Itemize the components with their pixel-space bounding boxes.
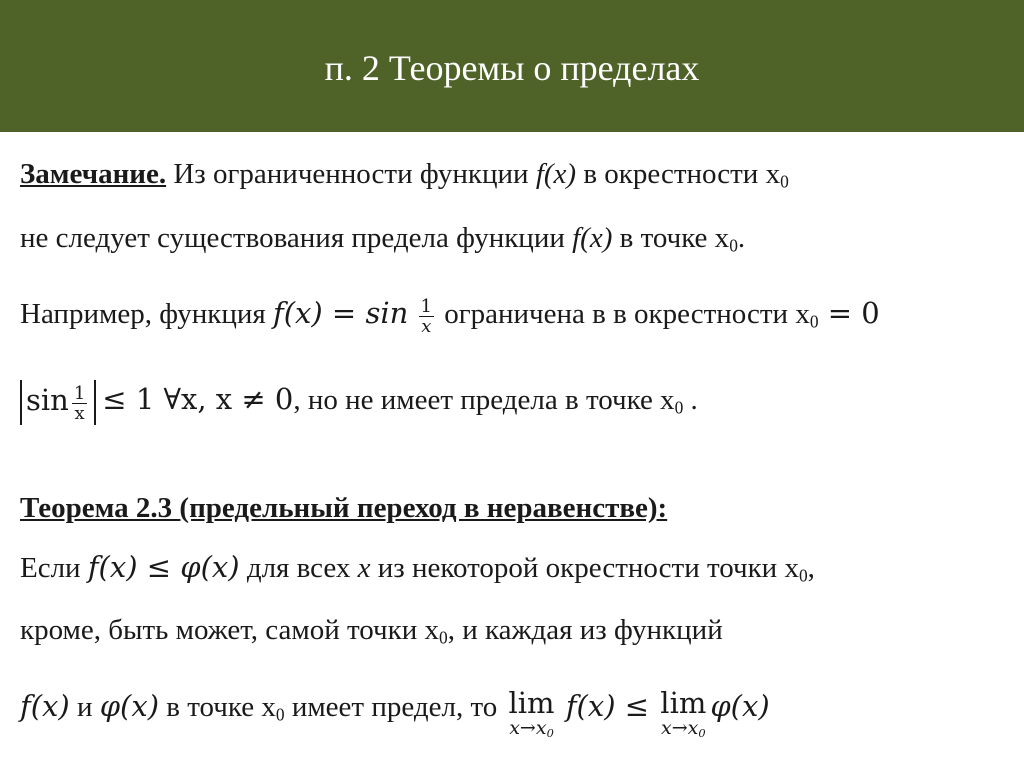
limit-left-sub0: 0 [546,725,554,740]
limit-right-sub0: 0 [698,725,706,740]
remark-sub-1: 0 [780,171,789,192]
example-formula-lhs: f(x) = sin [273,296,409,330]
theorem-heading: Теорема 2.3 (предельный переход в неравенстве): [20,492,668,524]
example-frac-num: 1 [420,295,432,317]
remark-heading: Замечание. [20,158,167,190]
bound-tail: , но не имеет предела в точке x [293,384,675,417]
remark-line-2 [20,220,745,256]
remark-text-2: не следует существования предела функции [20,222,565,254]
remark-period-2: . [737,222,746,254]
limit-right-sub-text: x→x [661,717,699,739]
theorem-for-all: для всех [246,552,351,584]
theorem-line-1 [20,549,815,586]
theorem-sub-2: 0 [439,627,448,648]
remark-sub-2: 0 [729,235,738,256]
example-text: Например, функция [20,298,266,330]
abs-frac-num: 1 [73,382,86,404]
remark-tail-1: в окрестности x [583,158,781,190]
limit-right-word: lim [660,686,707,720]
remark-fx-1: f(x) [535,158,577,190]
theorem-heading-line [20,490,667,526]
remark-text-1: Из ограниченности функции [173,158,529,190]
example-eq-zero: = 0 [818,296,880,330]
limit-left [509,688,555,738]
theorem-phi-end: φ(x) [710,689,770,723]
theorem-each: , и каждая из функций [447,614,723,646]
limit-left-word: lim [508,686,555,720]
theorem-at-point: в точке x [166,691,276,723]
remark-line-1 [20,156,789,192]
limit-left-sub-text: x→x [509,717,547,739]
theorem-and: и [76,691,93,723]
abs-sin: sin [26,383,69,417]
abs-frac-den: x [74,402,85,424]
limit-right-sub [660,718,706,738]
theorem-x: x [357,552,371,584]
remark-example-line [20,295,880,336]
example-tail: ограничена в в окрестности x [444,298,810,330]
title-bar [0,0,1024,132]
theorem-f: f(x) [20,689,70,723]
remark-bound-line [20,380,698,425]
theorem-inequality: f(x) ≤ φ(x) [87,550,240,584]
theorem-has-limit: имеет предел, то [291,691,498,723]
theorem-comma: , [807,552,815,584]
slide-title: п. 2 Теоремы о пределах [324,48,700,88]
theorem-line-2 [20,612,723,648]
theorem-if: Если [20,552,81,584]
theorem-sub-1: 0 [798,565,808,586]
bound-expression: ≤ 1 ∀x, x ≠ 0 [102,382,294,417]
theorem-f-ineq: f(x) ≤ [565,689,650,723]
theorem-sub-3: 0 [275,704,285,725]
theorem-neighborhood: из некоторой окрестности точки x [377,552,799,584]
theorem-line-3 [20,688,770,738]
abs-sin-expression [20,380,96,425]
example-frac-den: x [421,315,432,337]
remark-fx-2: f(x) [572,222,613,254]
limit-right [660,688,706,738]
theorem-phi: φ(x) [99,689,160,723]
limit-left-sub [509,718,555,738]
theorem-except: кроме, быть может, самой точки x [20,614,439,646]
abs-fraction [72,384,87,423]
example-sub: 0 [809,311,819,332]
bound-sub: 0 [674,397,684,418]
bound-end: . [683,384,698,417]
example-fraction [419,297,434,336]
remark-mid-2: в точке x [619,222,730,254]
